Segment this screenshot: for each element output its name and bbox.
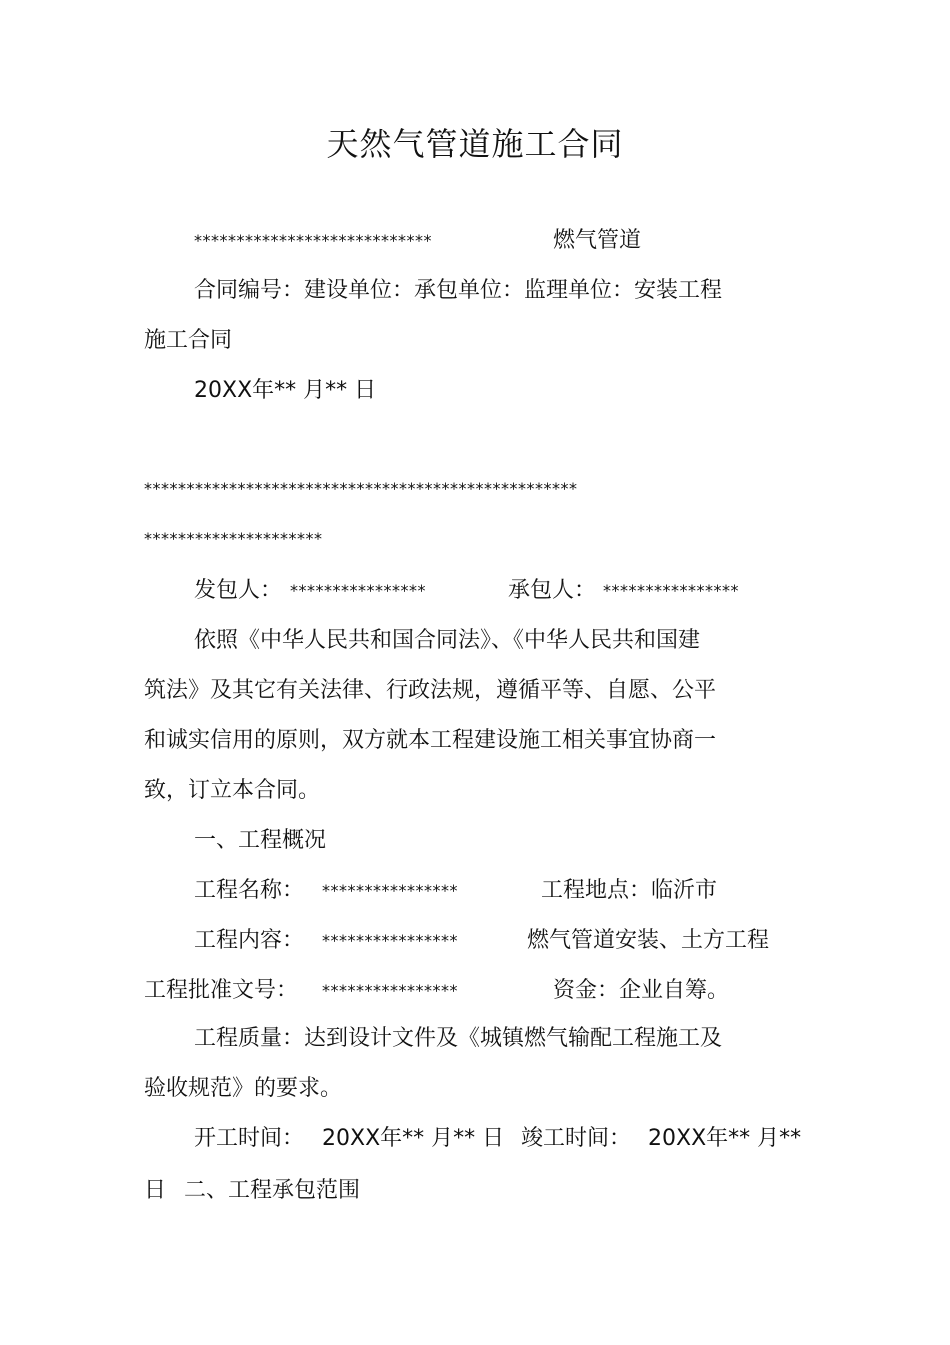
header-stars: **************************** xyxy=(194,231,432,250)
approval-label: 工程批准文号： xyxy=(144,978,299,1003)
divider-line-1: *************************************************** xyxy=(144,479,578,498)
funding-text: 资金：企业自筹。 xyxy=(553,978,730,1003)
project-content-label: 工程内容： xyxy=(194,928,305,953)
contractor-label: 承包人： xyxy=(508,578,597,603)
contract-fields: 合同编号：建设单位：承包单位：监理单位：安装工程 xyxy=(194,278,723,303)
employer-value: **************** xyxy=(290,581,426,600)
divider-line-2: ********************* xyxy=(144,529,323,548)
project-content-desc: 燃气管道安装、土方工程 xyxy=(527,928,770,953)
header-gas-pipe: 燃气管道 xyxy=(553,228,642,253)
end-value-cont: 日 xyxy=(144,1178,167,1203)
contractor-value: **************** xyxy=(603,581,739,600)
preamble-line-4: 致，订立本合同。 xyxy=(144,778,321,803)
preamble-line-1: 依照《中华人民共和国合同法》、《中华人民共和国建 xyxy=(194,628,701,653)
preamble-line-2: 筑法》及其它有关法律、行政法规，遵循平等、自愿、公平 xyxy=(144,678,717,703)
start-value: 20XX年** 月** 日 xyxy=(322,1126,505,1151)
quality-line-1: 工程质量：达到设计文件及《城镇燃气输配工程施工及 xyxy=(194,1026,723,1051)
section-1-heading: 一、工程概况 xyxy=(194,828,327,853)
contract-fields-cont: 施工合同 xyxy=(144,328,233,353)
project-location: 工程地点：临沂市 xyxy=(541,878,718,903)
project-name-label: 工程名称： xyxy=(194,878,305,903)
approval-value: **************** xyxy=(322,981,458,1000)
section-2-heading: 二、工程承包范围 xyxy=(184,1178,361,1203)
contract-date: 20XX年** 月** 日 xyxy=(194,378,377,403)
quality-line-2: 验收规范》的要求。 xyxy=(144,1076,343,1101)
end-label: 竣工时间： xyxy=(521,1126,632,1151)
document-title: 天然气管道施工合同 xyxy=(326,125,624,163)
end-value: 20XX年** 月** xyxy=(648,1126,802,1151)
project-name-value: **************** xyxy=(322,881,458,900)
start-label: 开工时间： xyxy=(194,1126,305,1151)
preamble-line-3: 和诚实信用的原则，双方就本工程建设施工相关事宜协商一 xyxy=(144,728,717,753)
project-content-value: **************** xyxy=(322,931,458,950)
employer-label: 发包人： xyxy=(194,578,283,603)
